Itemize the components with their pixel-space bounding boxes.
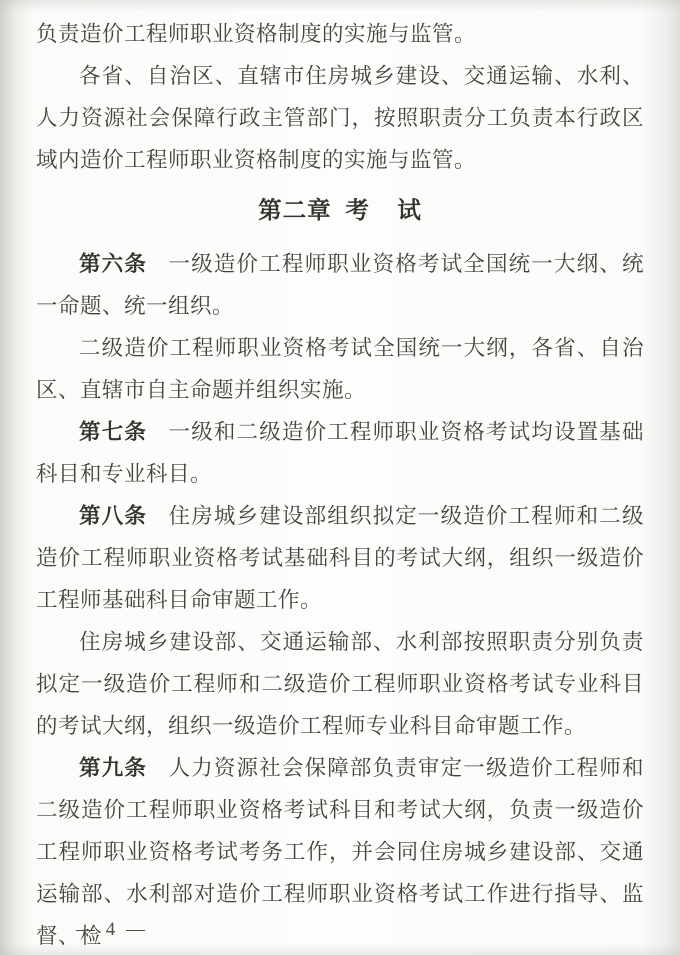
paragraph-continuation [36, 13, 644, 55]
article-number-label: 第八条 [79, 504, 148, 528]
page-number: — 4 — [76, 919, 148, 940]
article-paragraph [36, 243, 644, 327]
paragraph [36, 621, 644, 747]
article-text: 一级和二级造价工程师职业资格考试均设置基础科目和专业科目。 [36, 420, 644, 486]
paragraph-text: 各省、自治区、直辖市住房城乡建设、交通运输、水利、人力资源社会保障行政主管部门，按照职责分工负责本行政区域内造价工程师职业资格制度的实施与监管。 [36, 64, 644, 172]
article-paragraph [36, 411, 644, 495]
article-text: 人力资源社会保障部负责审定一级造价工程师和二级造价工程师职业资格考试科目和考试大纲，负责一级造价工程师职业资格考试考务工作，并会同住房城乡建设部、交通运输部、水利部对造价工程师职业资格考试工作进行指导、监督、检 [36, 756, 644, 948]
paragraph [36, 55, 644, 181]
article-number-label: 第六条 [79, 252, 148, 276]
paragraph-text: 住房城乡建设部、交通运输部、水利部按照职责分别负责拟定一级造价工程师和二级造价工程师职业资格考试专业科目的考试大纲，组织一级造价工程师专业科目命审题工作。 [36, 630, 644, 738]
article-paragraph [36, 495, 644, 621]
article-text: 一级造价工程师职业资格考试全国统一大纲、统一命题、统一组织。 [36, 252, 644, 318]
paragraph [36, 327, 644, 411]
paragraph-text: 二级造价工程师职业资格考试全国统一大纲，各省、自治区、直辖市自主命题并组织实施。 [36, 336, 644, 402]
chapter-heading: 第二章 考 试 [258, 198, 422, 224]
article-number-label: 第九条 [79, 756, 148, 780]
article-text: 住房城乡建设部组织拟定一级造价工程师和二级造价工程师职业资格考试基础科目的考试大纲，组织一级造价工程师基础科目命审题工作。 [36, 504, 644, 612]
article-number-label: 第七条 [79, 420, 148, 444]
paragraph-text: 负责造价工程师职业资格制度的实施与监管。 [36, 22, 477, 46]
